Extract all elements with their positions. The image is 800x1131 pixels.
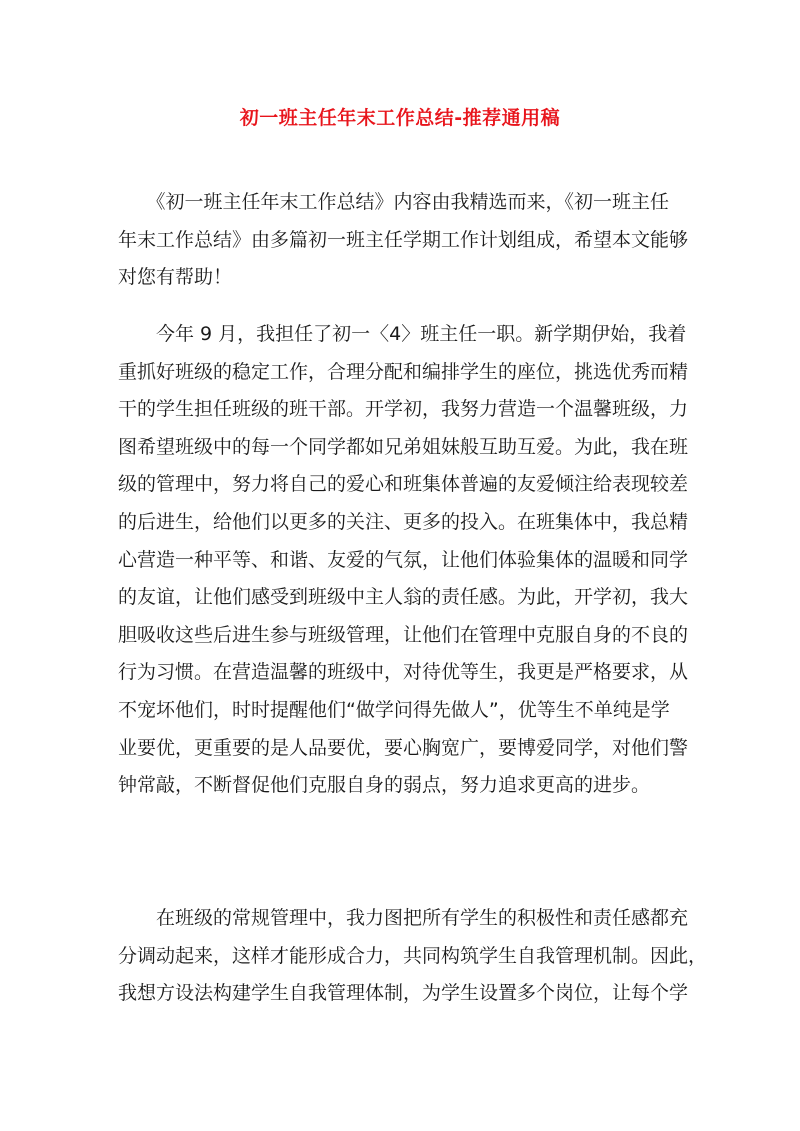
text-line: 干的学生担任班级的班干部。开学初，我努力营造一个温馨班级，力 <box>118 398 689 421</box>
text-line: 钟常敲，不断督促他们克服自身的弱点，努力追求更高的进步。 <box>118 774 651 797</box>
text-line: 《初一班主任年末工作总结》内容由我精选而来，《初一班主任 <box>118 191 670 213</box>
text-line: 年末工作总结》由多篇初一班主任学期工作计划组成，希望本文能够 <box>118 228 689 251</box>
text-line: 的后进生，给他们以更多的关注、更多的投入。在班集体中，我总精 <box>118 510 689 533</box>
text-line: 心营造一种平等、和谐、友爱的气氛，让他们体验集体的温暖和同学 <box>118 548 689 571</box>
paragraph-intro <box>118 184 689 297</box>
text-line: 的友谊，让他们感受到班级中主人翁的责任感。为此，开学初，我大 <box>118 586 689 609</box>
text-line: 我想方设法构建学生自我管理体制，为学生设置多个岗位，让每个学 <box>118 982 689 1005</box>
text-line: 今年 9 月，我担任了初一〈4〉班主任一职。新学期伊始，我着 <box>118 323 687 345</box>
text-line: 图希望班级中的每一个同学都如兄弟姐妹般互助互爱。为此，我在班 <box>118 435 689 458</box>
paragraph-class-management <box>118 316 689 805</box>
paragraph-routine-management <box>118 900 708 1013</box>
text-line: 在班级的常规管理中，我力图把所有学生的积极性和责任感都充 <box>118 907 689 929</box>
text-line: 胆吸收这些后进生参与班级管理，让他们在管理中克服自身的不良的 <box>118 623 689 646</box>
text-line: 分调动起来，这样才能形成合力，共同构筑学生自我管理机制。因此， <box>118 944 708 967</box>
text-line: 级的管理中，努力将自己的爱心和班集体普遍的友爱倾注给表现较差 <box>118 473 689 496</box>
text-line: 对您有帮助！ <box>118 266 233 289</box>
text-line: 重抓好班级的稳定工作，合理分配和编排学生的座位，挑选优秀而精 <box>118 360 689 383</box>
text-line: 不宠坏他们，时时提醒他们“做学问得先做人”，优等生不单纯是学 <box>118 698 670 721</box>
document-title: 初一班主任年末工作总结-推荐通用稿 <box>239 107 561 129</box>
text-line: 业要优，更重要的是人品要优，要心胸宽广，要博爱同学，对他们警 <box>118 736 689 759</box>
text-line: 行为习惯。在营造温馨的班级中，对待优等生，我更是严格要求，从 <box>118 661 689 684</box>
